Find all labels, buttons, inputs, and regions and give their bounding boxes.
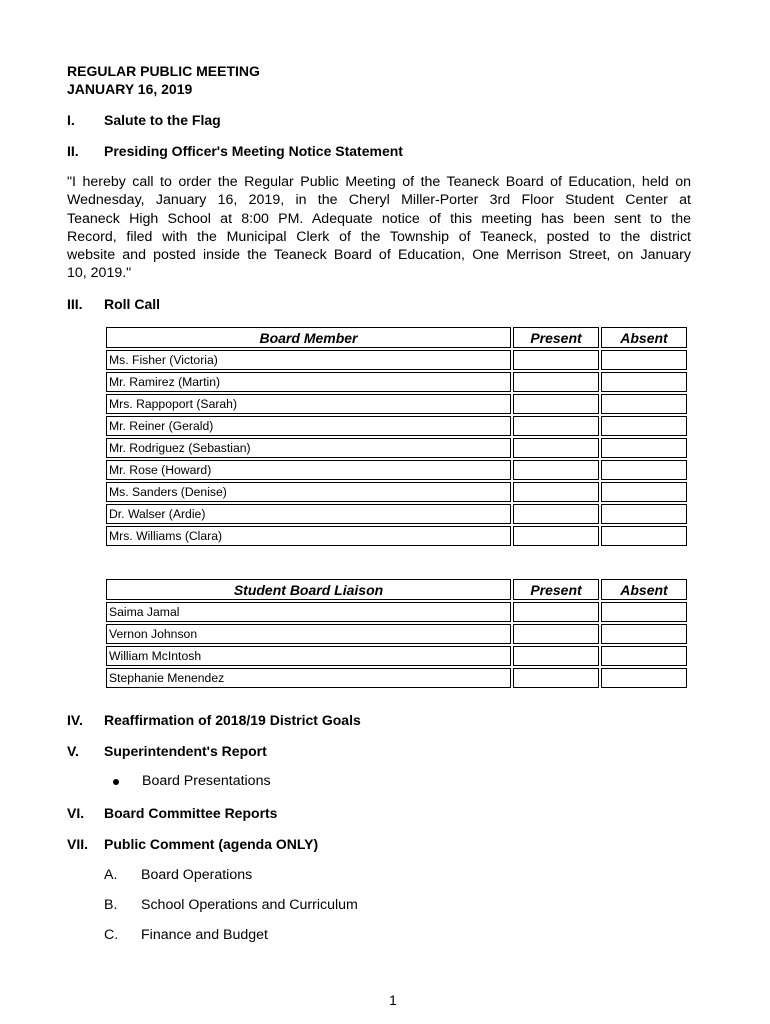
student-name: William McIntosh	[106, 646, 511, 666]
board-roll-call-table	[104, 325, 689, 548]
present-cell[interactable]	[513, 416, 599, 436]
absent-cell[interactable]	[601, 668, 687, 688]
absent-cell[interactable]	[601, 646, 687, 666]
board-member-name: Ms. Fisher (Victoria)	[106, 350, 511, 370]
absent-cell[interactable]	[601, 350, 687, 370]
table-header-row	[106, 579, 687, 600]
board-member-name: Mrs. Rappoport (Sarah)	[106, 394, 511, 414]
present-cell[interactable]	[513, 350, 599, 370]
absent-cell[interactable]	[601, 602, 687, 622]
column-header: Present	[513, 327, 599, 348]
section-number: I.	[67, 112, 75, 128]
student-name: Saima Jamal	[106, 602, 511, 622]
student-liaison-table	[104, 577, 689, 690]
column-header: Absent	[601, 579, 687, 600]
section-number: III.	[67, 296, 83, 312]
absent-cell[interactable]	[601, 460, 687, 480]
absent-cell[interactable]	[601, 372, 687, 392]
table-row	[106, 668, 687, 688]
board-member-name: Mr. Rose (Howard)	[106, 460, 511, 480]
bullet-icon	[113, 779, 119, 785]
item-text: Finance and Budget	[141, 927, 268, 943]
item-letter: A.	[104, 867, 118, 883]
board-member-name: Mr. Ramirez (Martin)	[106, 372, 511, 392]
table-row	[106, 416, 687, 436]
present-cell[interactable]	[513, 394, 599, 414]
table-header-row	[106, 327, 687, 348]
table-row	[106, 372, 687, 392]
present-cell[interactable]	[513, 504, 599, 524]
table-row	[106, 394, 687, 414]
notice-line: 10, 2019."	[67, 265, 132, 282]
absent-cell[interactable]	[601, 624, 687, 644]
section-title: Superintendent's Report	[104, 743, 267, 759]
absent-cell[interactable]	[601, 416, 687, 436]
notice-line: website and posted inside the Teaneck Board of Education, One Merrison Street, on January	[67, 247, 691, 264]
table-row	[106, 624, 687, 644]
section-title: Roll Call	[104, 296, 161, 312]
table-row	[106, 438, 687, 458]
section-title: Public Comment (agenda ONLY)	[104, 836, 319, 852]
section-number: V.	[67, 743, 79, 759]
column-header: Student Board Liaison	[106, 579, 511, 600]
page-number: 1	[389, 993, 397, 1009]
column-header: Absent	[601, 327, 687, 348]
section-number: IV.	[67, 712, 83, 728]
absent-cell[interactable]	[601, 504, 687, 524]
item-letter: C.	[104, 927, 119, 943]
notice-statement	[67, 173, 691, 283]
bullet-item: Board Presentations	[142, 773, 271, 789]
board-member-name: Mrs. Williams (Clara)	[106, 526, 511, 546]
student-name: Vernon Johnson	[106, 624, 511, 644]
meeting-title: REGULAR PUBLIC MEETING	[67, 63, 260, 79]
item-text: School Operations and Curriculum	[141, 897, 358, 913]
table-row	[106, 504, 687, 524]
table-row	[106, 646, 687, 666]
board-member-name: Mr. Reiner (Gerald)	[106, 416, 511, 436]
absent-cell[interactable]	[601, 482, 687, 502]
section-title: Presiding Officer's Meeting Notice Statement	[104, 143, 403, 159]
notice-line: "I hereby call to order the Regular Public Meeting of the Teaneck Board of Education, held on	[67, 174, 691, 190]
board-member-name: Dr. Walser (Ardie)	[106, 504, 511, 524]
student-name: Stephanie Menendez	[106, 668, 511, 688]
present-cell[interactable]	[513, 460, 599, 480]
board-member-name: Ms. Sanders (Denise)	[106, 482, 511, 502]
table-row	[106, 350, 687, 370]
meeting-date: JANUARY 16, 2019	[67, 81, 193, 97]
present-cell[interactable]	[513, 482, 599, 502]
absent-cell[interactable]	[601, 394, 687, 414]
table-row	[106, 460, 687, 480]
column-header: Board Member	[106, 327, 511, 348]
item-text: Board Operations	[141, 867, 253, 883]
table-row	[106, 602, 687, 622]
present-cell[interactable]	[513, 646, 599, 666]
absent-cell[interactable]	[601, 438, 687, 458]
section-title: Board Committee Reports	[104, 805, 278, 821]
notice-line: Wednesday, January 16, 2019, in the Cheryl Miller-Porter 3rd Floor Student Center at	[67, 192, 691, 209]
notice-line: Teaneck High School at 8:00 PM. Adequate notice of this meeting has been sent to the	[67, 210, 691, 227]
item-letter: B.	[104, 897, 118, 913]
board-member-name: Mr. Rodriguez (Sebastian)	[106, 438, 511, 458]
section-number: VI.	[67, 805, 85, 821]
section-number: II.	[67, 143, 79, 159]
present-cell[interactable]	[513, 526, 599, 546]
section-number: VII.	[67, 836, 89, 852]
present-cell[interactable]	[513, 668, 599, 688]
absent-cell[interactable]	[601, 526, 687, 546]
section-title: Reaffirmation of 2018/19 District Goals	[104, 712, 361, 728]
present-cell[interactable]	[513, 624, 599, 644]
present-cell[interactable]	[513, 372, 599, 392]
table-row	[106, 482, 687, 502]
section-title: Salute to the Flag	[104, 112, 221, 128]
column-header: Present	[513, 579, 599, 600]
present-cell[interactable]	[513, 602, 599, 622]
notice-line: Record, filed with the Municipal Clerk of the Township of Teaneck, posted to the district	[67, 228, 691, 245]
table-row	[106, 526, 687, 546]
present-cell[interactable]	[513, 438, 599, 458]
